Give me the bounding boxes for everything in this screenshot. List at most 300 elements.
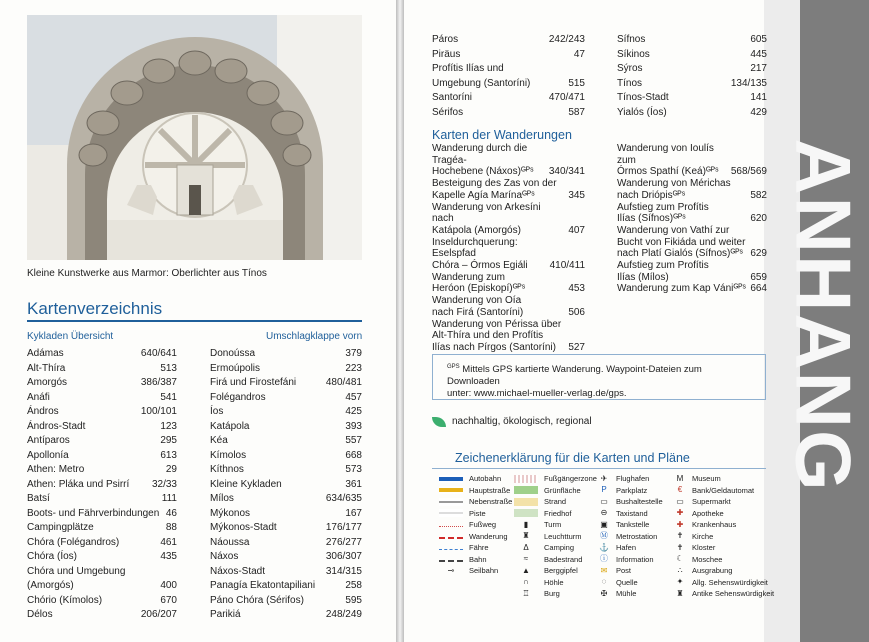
ancient-icon: ♜ <box>676 588 684 598</box>
tent-icon: Δ <box>523 542 529 552</box>
entry-page: 379 <box>345 348 362 359</box>
entry-page: 557 <box>345 435 362 446</box>
legend-label: Bahn <box>469 554 487 564</box>
box-cross-swatch <box>514 509 538 517</box>
legend-label: Hauptstraße <box>469 485 511 495</box>
entry-title: Wanderung von Oía nach Firá (Santoríni) <box>432 295 524 318</box>
legend-item <box>514 485 597 497</box>
entry-page: 573 <box>345 464 362 475</box>
entry-title: Chório (Kímolos) <box>27 594 103 606</box>
legend-item <box>674 473 774 485</box>
box-sand-swatch <box>514 498 538 506</box>
legend-item <box>598 588 663 600</box>
index-entry <box>617 225 767 260</box>
entry-page: 32/33 <box>151 478 177 490</box>
legend-item <box>598 554 663 566</box>
entry-page: 568/569 <box>730 166 767 178</box>
index-entry <box>432 48 585 63</box>
entry-page: 258 <box>345 580 362 591</box>
index-entry <box>27 608 177 623</box>
section-title: Kartenverzeichnis <box>27 299 163 318</box>
index-entry <box>210 347 362 362</box>
legend-label: Friedhof <box>544 508 572 518</box>
legend-item <box>674 519 774 531</box>
peak-icon: ▲ <box>522 565 530 575</box>
legend-item <box>439 485 512 497</box>
index-entry <box>27 434 177 449</box>
index-entry <box>432 143 585 178</box>
plane-icon: ✈ <box>600 473 608 483</box>
entry-page: 670 <box>160 594 177 606</box>
index-entry <box>617 106 767 121</box>
legend-label: Post <box>616 566 632 575</box>
entry-page: 629 <box>750 248 767 260</box>
entry-page: 223 <box>345 362 362 374</box>
legend-label: Ausgrabung <box>692 566 733 575</box>
entry-title: Ermoúpolis <box>210 362 261 374</box>
info-icon: ⓘ <box>600 554 608 564</box>
entry-page: 634/635 <box>325 493 362 504</box>
box-green-swatch <box>514 486 538 494</box>
entry-page: 470/471 <box>548 92 585 103</box>
entry-page: 582 <box>750 189 767 201</box>
hospital-icon: ✚ <box>676 519 684 529</box>
entry-title: Kíthnos <box>210 464 244 475</box>
index-entry <box>210 507 362 522</box>
entry-page: 141 <box>750 92 767 103</box>
legend-item <box>514 577 597 589</box>
line-blue-dash-swatch <box>439 545 463 550</box>
entry-page: 425 <box>345 406 362 417</box>
index-entry <box>210 478 362 493</box>
entry-page: 314/315 <box>325 565 362 577</box>
index-entry <box>27 347 177 362</box>
legend-item <box>514 554 597 566</box>
index-entry <box>27 536 177 551</box>
gps-note-line-1: Mittels GPS kartierte Wanderung. Waypoint-Dateien zum Downloaden <box>447 364 702 388</box>
entry-page: 46 <box>165 507 177 519</box>
legend-item <box>598 577 663 589</box>
legend-item <box>514 519 597 531</box>
index-entry <box>210 492 362 507</box>
entry-page: 429 <box>750 106 767 118</box>
entry-page: 111 <box>161 493 177 504</box>
legend-item <box>514 531 597 543</box>
entry-title: Sífnos <box>617 34 646 45</box>
legend-item <box>674 577 774 589</box>
entry-title: Amorgós <box>27 377 68 388</box>
entry-title: Náxos-Stadt <box>210 565 266 577</box>
tower-icon: ▮ <box>523 519 529 529</box>
entry-page: 345 <box>568 189 585 201</box>
bank-icon: € <box>677 485 683 495</box>
index-entry <box>617 48 767 63</box>
entry-page: 605 <box>750 34 767 45</box>
entry-title: Athen: Metro <box>27 464 85 475</box>
map-index-column-2 <box>210 347 362 623</box>
legend-item <box>439 473 512 485</box>
index-entry <box>432 295 585 318</box>
entry-title: Délos <box>27 609 53 620</box>
chapter-side-letters: ANHANG <box>779 138 868 493</box>
entry-title: Firá und Firostefáni <box>210 377 297 388</box>
legend-column-2 <box>514 473 597 600</box>
entry-page: 613 <box>160 449 177 461</box>
taxi-icon: ⊖ <box>600 508 608 518</box>
entry-title: Campingplätze <box>27 522 94 533</box>
entry-page: 659 <box>750 271 767 283</box>
leaf-icon <box>432 417 446 427</box>
legend-item <box>439 554 512 566</box>
entry-page: 506 <box>568 306 585 318</box>
map-index-column-4 <box>617 33 767 120</box>
entry-title: Katápola <box>210 420 250 432</box>
legend-column-1 <box>439 473 512 577</box>
spring-icon: ◌ <box>601 577 607 587</box>
entry-title: Parikiá <box>210 609 241 620</box>
church-icon: ✝ <box>676 531 684 541</box>
entry-title: Inseldurchquerung: Eselspfad Chóra – Órmos Egiáli <box>432 236 528 272</box>
entry-title: Tínos-Stadt <box>617 92 669 103</box>
entry-title: Donoússa <box>210 348 256 359</box>
legend-label: Burg <box>544 589 560 598</box>
entry-title: Kímolos <box>210 449 247 461</box>
entry-title: Alt-Thíra <box>27 362 66 374</box>
pharmacy-icon: ✚ <box>676 508 684 518</box>
entry-page: 276/277 <box>325 536 362 548</box>
legend-item <box>598 565 663 577</box>
entry-page: 242/243 <box>548 34 585 45</box>
entry-page: 340/341 <box>548 166 585 178</box>
index-entry <box>210 449 362 464</box>
entry-title: Batsí <box>27 493 50 504</box>
index-entry <box>27 594 177 609</box>
entry-title: Boots- und Fährverbindungen <box>27 507 160 519</box>
entry-title: Wanderung von Ioulís zum Órmos Spathí (Keá)ᴳᴾˢ <box>617 143 719 178</box>
legend-title: Zeichenerklärung für die Karten und Pläne <box>455 451 690 465</box>
index-entry <box>27 521 177 536</box>
entry-title: Panagía Ekatontapiliani <box>210 580 316 591</box>
entry-page: 134/135 <box>730 77 767 89</box>
legend-label: Leuchtturm <box>544 531 582 541</box>
entry-title: Wanderung zum Heróon (Episkopí)ᴳᴾˢ <box>432 271 526 295</box>
entry-title: Santoríni <box>432 92 473 103</box>
entry-page: 664 <box>750 283 767 295</box>
gps-note-line-2: unter: www.michael-mueller-verlag.de/gps. <box>447 388 627 400</box>
legend-column-4 <box>674 473 774 600</box>
entry-title: Wanderung von Arkesíni nach Katápola (Amorgós) <box>432 201 541 236</box>
entry-title: Chóra und Umgebung (Amorgós) <box>27 565 126 591</box>
entry-page: 527 <box>568 341 585 353</box>
index-entry <box>27 463 177 478</box>
legend-item <box>674 542 774 554</box>
entry-title: Mílos <box>210 493 234 504</box>
eco-note <box>432 416 592 427</box>
left-page <box>0 0 396 642</box>
legend-label: Höhle <box>544 577 564 587</box>
parking-icon: P <box>601 485 607 495</box>
index-entry <box>27 362 177 377</box>
star-icon: ✦ <box>676 577 684 587</box>
line-dotted-swatch <box>439 522 463 527</box>
entry-title: Aufstieg zum Profítis Ilías (Sífnos)ᴳᴾˢ <box>617 201 709 225</box>
legend-item <box>674 531 774 543</box>
index-entry <box>617 283 767 295</box>
line-thin-swatch <box>439 509 463 517</box>
index-entry <box>210 579 362 594</box>
legend-label: Turm <box>544 520 562 529</box>
legend-item <box>598 508 663 520</box>
legend-item <box>439 519 512 531</box>
legend-label: Tankstelle <box>616 520 650 529</box>
entry-title: Ándros-Stadt <box>27 420 86 432</box>
index-entry <box>432 202 585 237</box>
legend-item <box>439 531 512 543</box>
fanlight-image <box>27 15 362 260</box>
entry-title: Wanderung durch die Tragéa- Hochebene (Náxos)ᴳᴾˢ <box>432 143 534 178</box>
legend-column-3 <box>598 473 663 600</box>
line-red-dash-swatch <box>439 534 463 539</box>
legend-label: Nebenstraße <box>469 497 513 506</box>
entry-title: Wanderung von Périssa über Alt-Thíra und den Profítis Ilías nach Pírgos (Santoríni) <box>432 318 562 353</box>
legend-label: Mühle <box>616 589 637 598</box>
entry-page: 480/481 <box>325 377 362 388</box>
index-entry <box>617 91 767 106</box>
swim-icon: ≈ <box>523 554 529 564</box>
index-entry <box>432 319 585 354</box>
legend-item <box>439 496 512 508</box>
entry-page: 248/249 <box>325 609 362 620</box>
legend-label: Hafen <box>616 543 637 552</box>
gps-superscript: GPS <box>447 364 460 370</box>
entry-page: 306/307 <box>325 551 362 562</box>
post-icon: ✉ <box>600 565 608 575</box>
entry-title: Sýros <box>617 63 643 74</box>
entry-title: Adámas <box>27 348 64 359</box>
index-entry <box>432 62 585 91</box>
legend-label: Fähre <box>469 543 489 552</box>
entry-title: Athen: Pláka und Psirrí <box>27 478 130 490</box>
index-entry <box>27 420 177 435</box>
legend-label: Badestrand <box>544 554 583 564</box>
entry-title: Profítis Ilías und Umgebung (Santoríni) <box>432 63 531 89</box>
legend-label: Seilbahn <box>469 566 499 575</box>
index-entry <box>617 33 767 48</box>
lighthouse-icon: ♜ <box>522 531 530 541</box>
index-entry <box>617 202 767 225</box>
line-hatched-swatch <box>514 475 538 483</box>
entry-page: 587 <box>568 106 585 118</box>
index-entry <box>210 405 362 420</box>
entry-page: 515 <box>568 77 585 89</box>
legend-item <box>598 542 663 554</box>
legend-label: Bushaltestelle <box>616 497 663 506</box>
photo-caption: Kleine Kunstwerke aus Marmor: Oberlichter aus Tínos <box>27 268 267 279</box>
entry-title: Náxos <box>210 551 239 562</box>
legend-label: Supermarkt <box>692 497 731 506</box>
map-index-column-1 <box>27 347 177 623</box>
legend-item <box>439 508 512 520</box>
cover-flap-subhead: Umschlagklappe vorn <box>266 331 363 342</box>
index-entry <box>210 536 362 551</box>
title-divider <box>27 320 362 322</box>
entry-title: Páros <box>432 34 459 45</box>
legend-label: Metrostation <box>616 531 658 541</box>
legend-label: Krankenhaus <box>692 520 737 529</box>
legend-item <box>674 565 774 577</box>
legend-label: Grünfläche <box>544 485 581 495</box>
book-gutter <box>396 0 404 642</box>
index-entry <box>432 106 585 121</box>
entry-title: Besteigung des Zas von der Kapelle Agía Marínaᴳᴾˢ <box>432 178 557 201</box>
entry-page: 206/207 <box>140 609 177 620</box>
index-entry <box>210 420 362 435</box>
cart-icon: ▭ <box>676 496 684 506</box>
legend-label: Allg. Sehenswürdigkeit <box>692 577 768 587</box>
legend-item <box>514 496 597 508</box>
index-entry <box>432 91 585 106</box>
index-entry <box>210 594 362 609</box>
index-entry <box>617 77 767 92</box>
entry-title: Yialós (Íos) <box>617 106 667 118</box>
entry-page: 47 <box>573 48 585 60</box>
legend-label: Moschee <box>692 554 723 564</box>
legend-label: Fußweg <box>469 520 497 529</box>
legend-item <box>674 508 774 520</box>
dig-icon: ∴ <box>677 565 683 575</box>
legend-label: Flughafen <box>616 474 650 483</box>
entry-page: 513 <box>160 362 177 374</box>
entry-page: 640/641 <box>140 348 177 359</box>
index-entry <box>27 550 177 565</box>
entry-page: 541 <box>160 391 177 403</box>
entry-title: Chóra (Íos) <box>27 551 78 562</box>
eco-note-text: nachhaltig, ökologisch, regional <box>452 416 592 427</box>
entry-page: 620 <box>750 213 767 225</box>
legend-label: Berggipfel <box>544 566 578 575</box>
entry-page: 295 <box>160 435 177 446</box>
legend-item <box>514 542 597 554</box>
entry-title: Mýkonos <box>210 507 251 519</box>
legend-label: Wanderung <box>469 531 508 541</box>
legend-item <box>674 485 774 497</box>
entry-page: 445 <box>750 48 767 60</box>
entry-page: 386/387 <box>140 377 177 388</box>
legend-label: Apotheke <box>692 508 724 518</box>
entry-page: 123 <box>160 420 177 432</box>
entry-title: Antíparos <box>27 435 70 446</box>
overview-subhead: Kykladen Übersicht <box>27 331 114 342</box>
entry-title: Náoussa <box>210 536 250 548</box>
entry-title: Tínos <box>617 77 643 89</box>
legend-item <box>439 565 512 577</box>
entry-title: Kéa <box>210 435 228 446</box>
index-entry <box>432 272 585 295</box>
legend-label: Camping <box>544 543 575 552</box>
legend-label: Parkplatz <box>616 485 648 495</box>
entry-title: Ándros <box>27 406 59 417</box>
bus-icon: ▭ <box>600 496 608 506</box>
monastery-icon: ✝ <box>676 542 684 552</box>
museum-icon: M <box>676 473 684 483</box>
fuel-icon: ▣ <box>600 519 608 529</box>
index-entry <box>210 565 362 580</box>
anchor-icon: ⚓ <box>599 542 609 552</box>
legend-label: Bank/Geldautomat <box>692 485 755 495</box>
map-index-column-3 <box>432 33 585 120</box>
entry-page: 393 <box>345 420 362 432</box>
entry-title: Síkinos <box>617 48 650 60</box>
index-entry <box>210 521 362 536</box>
index-entry <box>27 478 177 493</box>
entry-title: Apollonía <box>27 449 69 461</box>
legend-label: Museum <box>692 474 721 483</box>
entry-page: 407 <box>568 224 585 236</box>
entry-title: Páno Chóra (Sérifos) <box>210 594 304 606</box>
index-entry <box>210 434 362 449</box>
legend-label: Kirche <box>692 531 714 541</box>
metro-icon: Ⓜ <box>600 531 608 541</box>
cable-icon: ⊸ <box>447 565 455 575</box>
hike-maps-column-2 <box>617 143 767 295</box>
index-entry <box>210 362 362 377</box>
hikes-title: Karten der Wanderungen <box>432 128 572 142</box>
legend-label: Information <box>616 554 654 564</box>
index-entry <box>617 178 767 201</box>
index-entry <box>210 550 362 565</box>
index-entry <box>27 492 177 507</box>
entry-title: Folégandros <box>210 391 266 403</box>
legend-item <box>598 473 663 485</box>
legend-label: Piste <box>469 508 486 518</box>
entry-title: Íos <box>210 406 224 417</box>
index-entry <box>432 33 585 48</box>
index-entry <box>27 449 177 464</box>
entry-page: 29 <box>165 464 177 475</box>
cave-icon: ∩ <box>523 577 529 587</box>
legend-item <box>514 588 597 600</box>
legend-item <box>514 565 597 577</box>
legend-divider <box>432 468 766 469</box>
line-yellow-swatch <box>439 486 463 494</box>
index-entry <box>27 507 177 522</box>
legend-item <box>674 554 774 566</box>
entry-page: 453 <box>568 283 585 295</box>
legend-item <box>674 588 774 600</box>
index-entry <box>617 143 767 178</box>
line-gray-swatch <box>439 498 463 506</box>
legend-item <box>598 519 663 531</box>
index-entry <box>432 178 585 201</box>
mosque-icon: ☾ <box>676 554 684 564</box>
legend-label: Autobahn <box>469 474 502 483</box>
entry-title: Sérifos <box>432 106 464 118</box>
legend-item <box>598 531 663 543</box>
legend-label: Antike Sehenswürdigkeit <box>692 589 775 598</box>
entry-page: 88 <box>165 522 177 533</box>
gps-note-box <box>432 354 766 400</box>
index-entry <box>27 405 177 420</box>
legend-item <box>598 496 663 508</box>
entry-page: 100/101 <box>140 406 177 417</box>
index-entry <box>432 237 585 272</box>
entry-page: 176/177 <box>325 522 362 533</box>
entry-title: Mýkonos-Stadt <box>210 522 277 533</box>
entry-page: 400 <box>160 580 177 591</box>
entry-title: Piräus <box>432 48 461 60</box>
entry-page: 435 <box>160 551 177 562</box>
index-entry <box>210 391 362 406</box>
